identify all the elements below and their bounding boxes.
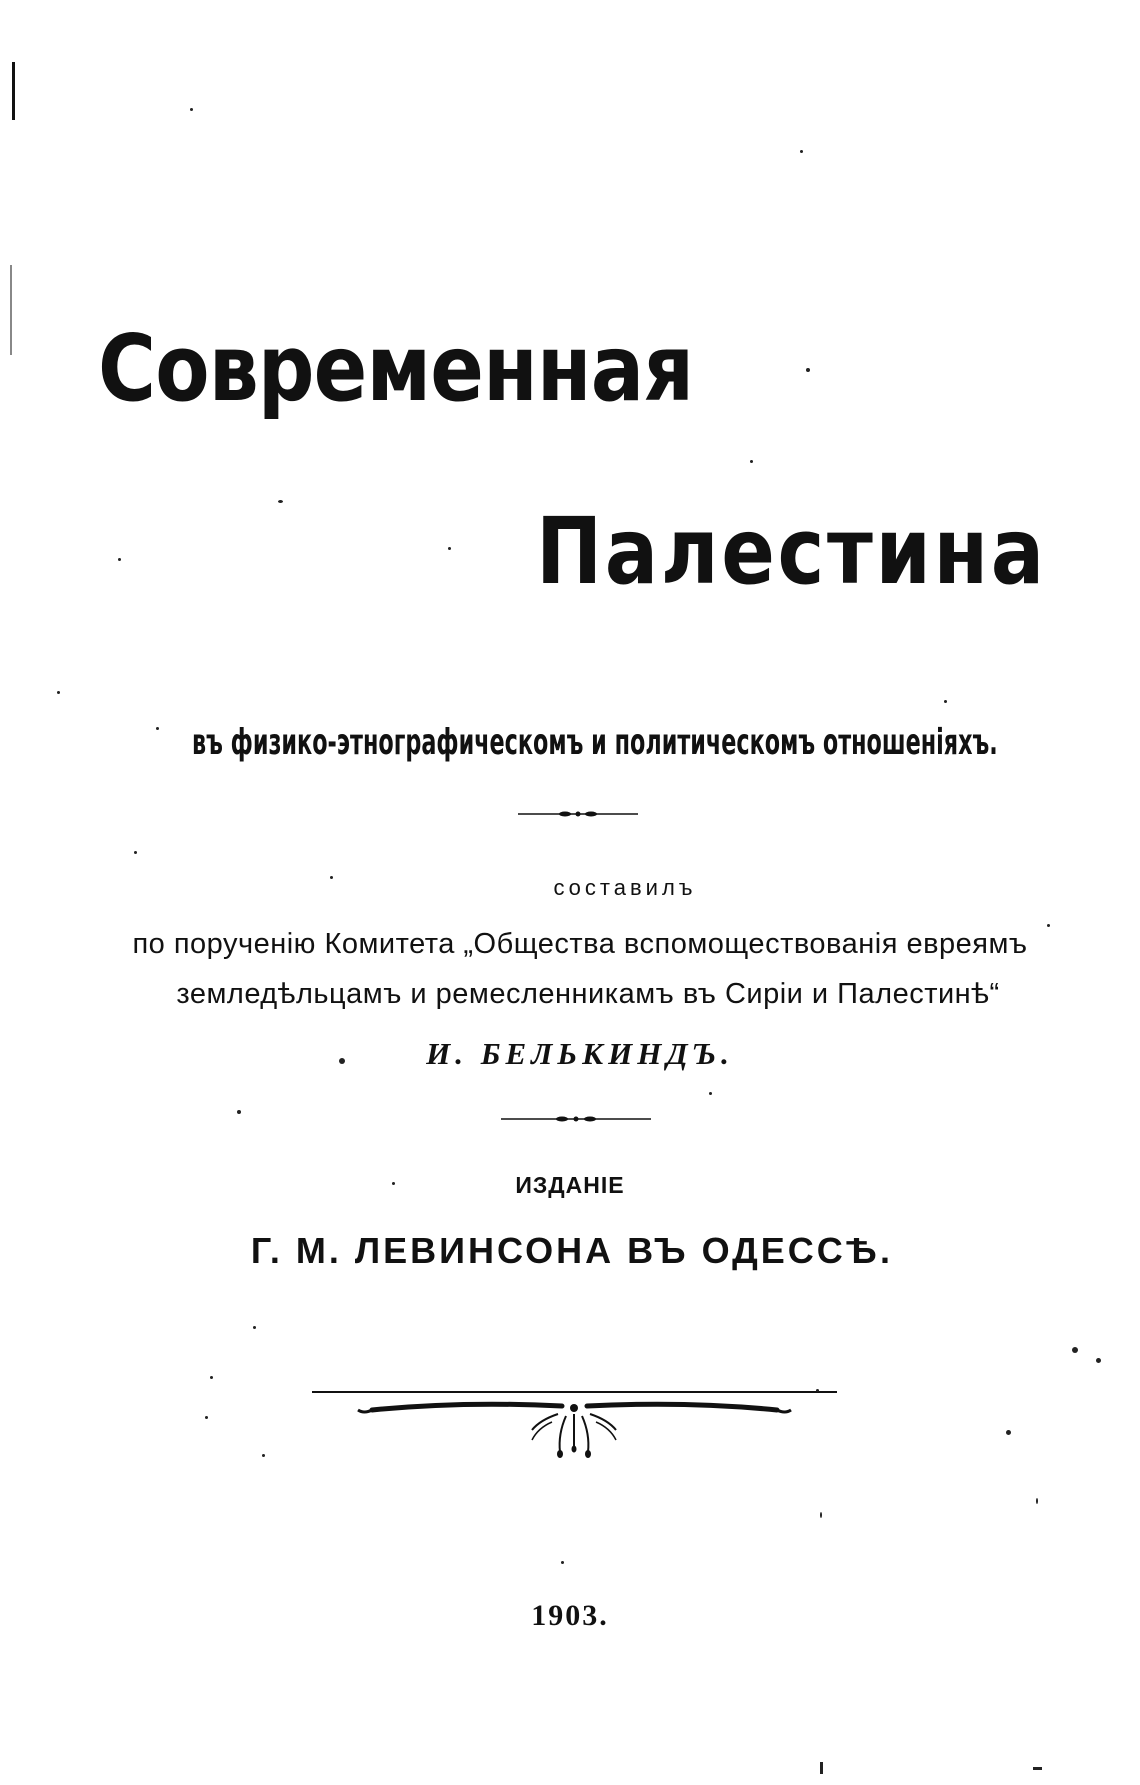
scan-speck: [1036, 1498, 1038, 1504]
scan-speck: [210, 1376, 213, 1379]
scan-speck: [57, 691, 60, 694]
author-name: И. БЕЛЬКИНДЪ.: [426, 1036, 734, 1071]
scan-speck: [156, 727, 159, 730]
scan-speck: [330, 876, 333, 879]
scan-speck: [820, 1762, 823, 1774]
scan-speck: [561, 1561, 564, 1564]
publication-year: 1903.: [531, 1599, 609, 1632]
scan-speck: [1006, 1430, 1011, 1435]
edition-label: ИЗДАНІЕ: [515, 1172, 625, 1198]
scan-speck: [278, 500, 283, 503]
scan-speck: [1033, 1767, 1042, 1770]
scan-speck: [118, 558, 121, 561]
scan-speck: [237, 1110, 241, 1114]
scan-speck: [1072, 1347, 1078, 1353]
scan-speck: [392, 1182, 395, 1185]
publisher-line: Г. М. ЛЕВИНСОНА ВЪ ОДЕССѢ.: [250, 1230, 894, 1271]
scan-speck: [448, 547, 451, 550]
scan-speck: [339, 1058, 345, 1064]
scan-speck: [253, 1326, 256, 1329]
scan-speck: [750, 460, 753, 463]
commission-line-2: земледѣльцамъ и ремесленникамъ въ Сиріи и Палестинѣ“: [176, 978, 1000, 1010]
scan-speck: [820, 1512, 822, 1518]
small-divider-ornament: [501, 1113, 651, 1125]
scan-speck: [134, 851, 137, 854]
scan-speck: [709, 1092, 712, 1095]
scan-speck: [806, 368, 810, 372]
commission-line-1: по порученію Комитета „Общества вспомоществованія евреямъ: [132, 928, 1028, 960]
scan-speck: [944, 700, 947, 703]
small-divider-ornament: [518, 808, 638, 820]
scan-speck: [262, 1454, 265, 1457]
compiled-by-label: составилъ: [553, 875, 697, 900]
scan-speck: [1047, 924, 1050, 927]
decorative-tailpiece-ornament: [312, 1386, 837, 1466]
scan-speck: [190, 108, 193, 111]
book-subtitle: въ физико-этнографическомъ и политическомъ отношеніяхъ.: [192, 722, 998, 763]
book-title-line-2: Палестина: [536, 498, 1047, 605]
scan-edge-mark: [12, 62, 15, 120]
scan-speck: [205, 1416, 208, 1419]
scan-speck: [816, 1389, 819, 1392]
book-title-line-1: Современная: [98, 315, 694, 422]
scan-speck: [1096, 1358, 1101, 1363]
scan-speck: [800, 150, 803, 153]
scan-edge-mark: [10, 265, 12, 355]
